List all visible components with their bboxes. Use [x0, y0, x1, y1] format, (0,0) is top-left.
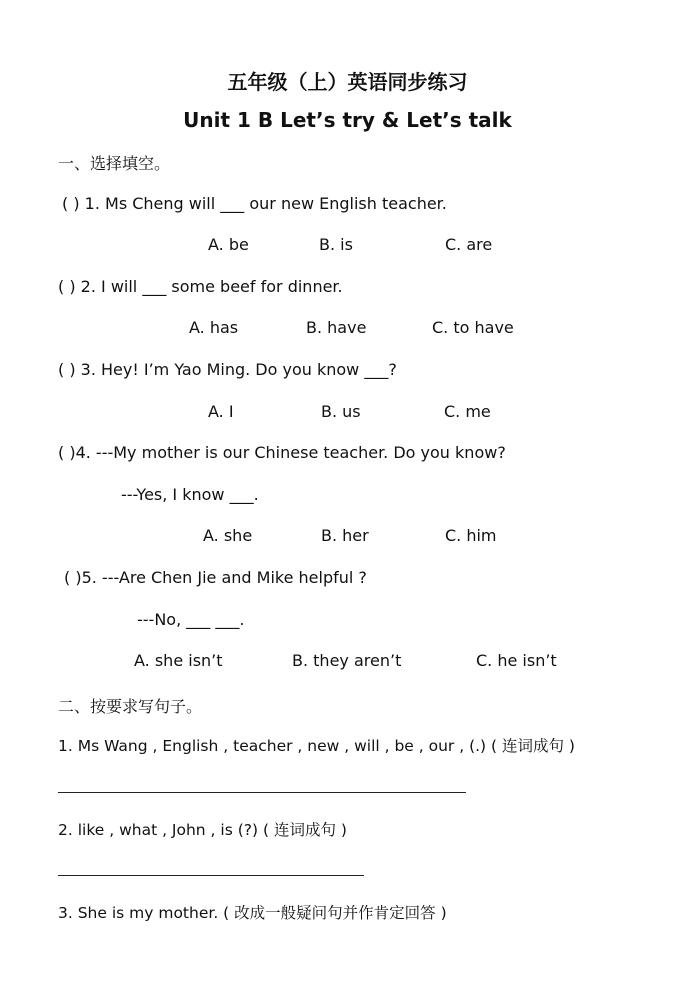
- question-1-option-c: C. are: [445, 235, 493, 254]
- question-1-stem: ( ) 1. Ms Cheng will ___ our new English teacher.: [62, 194, 447, 213]
- rewrite-question-2: 2. like , what , John , is (?) ( 连词成句 ): [58, 821, 347, 839]
- question-1-option-a: A. be: [208, 235, 249, 254]
- question-2-stem: ( ) 2. I will ___ some beef for dinner.: [58, 277, 343, 296]
- rewrite-question-1: 1. Ms Wang , English , teacher , new , will , be , our , (.) ( 连词成句 ): [58, 737, 575, 755]
- question-3-option-b: B. us: [321, 402, 361, 421]
- question-4-option-b: B. her: [321, 526, 369, 545]
- question-4-option-a: A. she: [203, 526, 253, 545]
- unit-subtitle: Unit 1 B Let’s try & Let’s talk: [183, 108, 512, 132]
- question-5-stem: ( )5. ---Are Chen Jie and Mike helpful ?: [64, 568, 367, 587]
- question-2-option-b: B. have: [306, 318, 367, 337]
- question-1-option-b: B. is: [319, 235, 353, 254]
- question-4-stem: ( )4. ---My mother is our Chinese teacher. Do you know?: [58, 443, 506, 462]
- question-3-option-c: C. me: [444, 402, 491, 421]
- question-3-stem: ( ) 3. Hey! I’m Yao Ming. Do you know ___?: [58, 360, 397, 379]
- worksheet-title: 五年级（上）英语同步练习: [227, 70, 468, 94]
- answer-line-2[interactable]: [58, 875, 364, 876]
- section1-heading: 一、选择填空。: [58, 154, 171, 173]
- section2-heading: 二、按要求写句子。: [58, 697, 203, 716]
- question-5-option-b: B. they aren’t: [292, 651, 402, 670]
- rewrite-question-3: 3. She is my mother. ( 改成一般疑问句并作肯定回答 ): [58, 904, 447, 922]
- answer-line-1[interactable]: [58, 792, 466, 793]
- question-5-reply: ---No, ___ ___.: [137, 610, 245, 629]
- question-5-option-a: A. she isn’t: [134, 651, 223, 670]
- question-4-option-c: C. him: [445, 526, 497, 545]
- question-2-option-c: C. to have: [432, 318, 514, 337]
- question-5-option-c: C. he isn’t: [476, 651, 557, 670]
- question-3-option-a: A. I: [208, 402, 234, 421]
- question-2-option-a: A. has: [189, 318, 239, 337]
- question-4-reply: ---Yes, I know ___.: [121, 485, 259, 504]
